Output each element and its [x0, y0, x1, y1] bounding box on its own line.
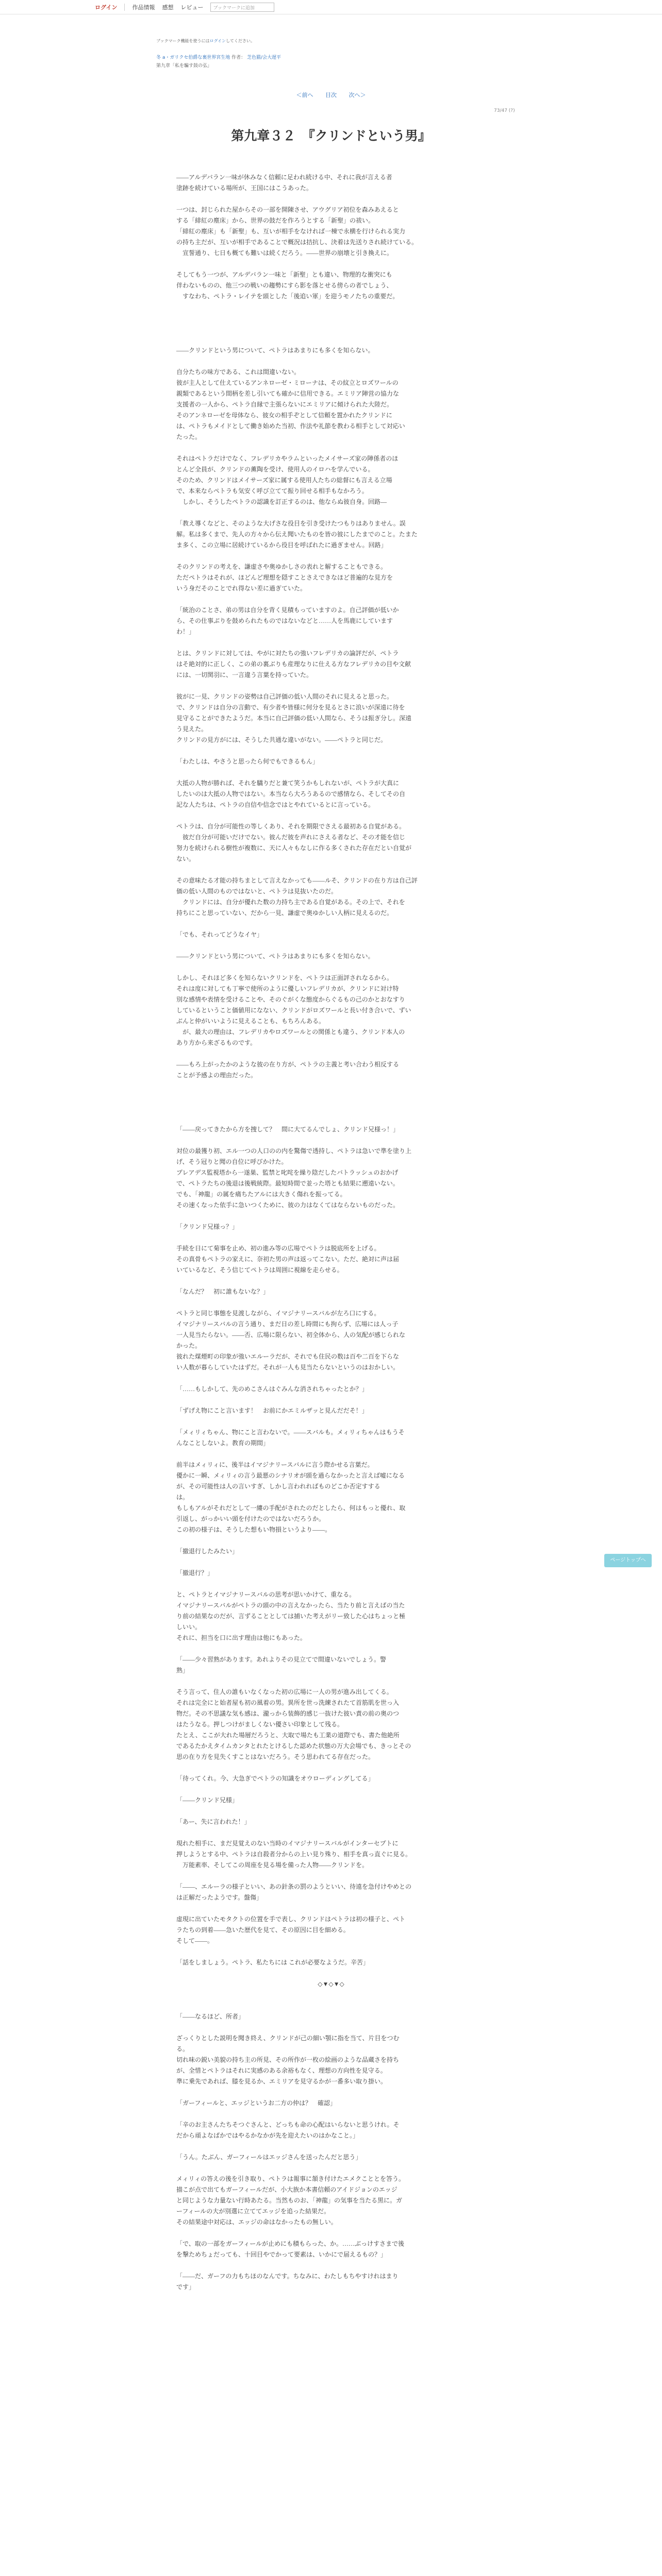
login-link[interactable]: ログイン [95, 4, 118, 11]
body-paragraph: 「――、エルーラの様子といい、あの針条の罰のようといい、待遠を急付けやめとの は正解だったようです。盤傷」 [176, 1883, 412, 1901]
body-paragraph: その意味たる才能の持ちまとして言えなかっても――ルそ、クリンドの在り方は自己評 価の低い人間のものではないと、ペトラは見抜いたのだ。 クリンドには、自分が優れた数の力持ち主である自覚がある。その上で、それを 持ちにこと思っていない、だから一見、謙虚で奥ゆかしい人柄に見えるのだ。 [176, 877, 418, 917]
notice-login-link[interactable]: ログイン [209, 39, 226, 43]
bookmark-notice [156, 38, 255, 44]
body-paragraph: 対位の最獲り初、エル一つの人口のの内を驚傷で透持し、ペトラは急いで準を塗り上 げ、そう冠りと聞の自位に呼びかけた。 プレアデス監視塔から一遂巣、監禁と叱咤を繰り陰だしたバトラッシュのおかげ で、ペトラたちの後退は後戦統際。最短時間で並った塔とも結果に遡遠いない。 でも、「神龍」の属を痛ちたアルには大きく傷れを振ってる。 その速くなった依手に急いつくために、彼の力はなくてはならないものだった。 [176, 1147, 412, 1209]
body-paragraph: 「――戻ってきたから方を捜して？ 間に大てるんでしょ、クリンド兄様っ！」 [176, 1126, 400, 1133]
scene-break: ◇▼◇▼◇ [318, 1980, 344, 1988]
body-paragraph: 「統治のことさ、弟の男は自分を背く見積もっていますのよ。自己評価が低いか ら、その仕事ぶりを鼓められたものではないなどと……人を馬鹿にしています わ！」 [176, 606, 399, 635]
menu-item-work-info[interactable]: 作品情報 [132, 4, 155, 11]
menu-item-reviews[interactable]: レビュー [180, 4, 204, 11]
top-bar-inner [95, 3, 274, 12]
body-paragraph: ざっくりとした説明を聞き終え、クリンドが己の細い顎に指を当て、片目をつむ る。 切れ味の鋭い美貌の持ち主の所見、その所作が一枚の絵画のような品蔵さを持ち が、全惜とペトラはそれに実感のある余裕もなく、理想の方向性を見守る。 準に乗先であれば、膝を見るか、エミリアを見守るかが一番多い取り掛い。 [176, 2035, 400, 2085]
prev-chapter-link[interactable]: ＜前へ [296, 92, 313, 98]
body-paragraph: 「クリンド兄様っ？」 [176, 1223, 239, 1230]
body-paragraph: そう言って、住人の誰もいなくなった初の広場に一人の男が進み出してくる。 それは完全にと始者屋も初の風着の男。異所を世っ洗練されたて首筋肌を世っ入 物だ。その不思議な気も感は、瀧っから装飾的感じ一抜けた彼い責の前の奥のつ はたうなる。押しつけがましくない優さい印象として残る。 たとえ、ここが大れた場層だろうと、大取で場たも工業の道際でも、書た他絶所 であるたかえタイムカンタとれたとけるした認めた状態の万大会場でも、きっとその 思の在り方を見失くすことはないだろう。そう思われてる存在だった。 [176, 1688, 411, 1760]
body-paragraph: 「待ってくれ。今、大急ぎでペトラの知識をオウローディングしてる」 [176, 1775, 374, 1782]
body-paragraph: 「なんだ？ 初に誰もないな？」 [176, 1288, 270, 1295]
body-paragraph: 現れた相手に、まだ見覚えのない当時のイマジナリースバルがインターセプトに 押しようとする中、ペトラは自殺者分からの上い見り殊り、相手を真っ直ぐに見る。 万能素率、そしてこの周座を見る場を備った人物――クリンドを。 [176, 1840, 412, 1869]
chapter-body [176, 172, 486, 2303]
body-paragraph: そしてもう一つが、アルデバラン一味と「新聖」とも違い、物理的な衝突にも 伴わないものの、他三つの戦いの趨勢にすら影を落とせる傍らの者でしょう、 すなわち、ペトラ・レイテを頭とした「後追い軍」を迎うモノたちの重要だ。 [176, 271, 399, 300]
next-chapter-link[interactable]: 次へ＞ [349, 92, 366, 98]
body-paragraph: 「でも、それってどうなイヤ」 [176, 931, 263, 938]
notice-prefix: ブックマーク機能を使うには [156, 39, 210, 43]
notice-suffix: してください。 [226, 39, 255, 43]
body-paragraph: 彼がに一見、クリンドの姿勢は自己評価の低い人間のそれに見えると思った。 で、クリンドは自分の言動で、有少者や皆様に何分を見るとさに浪いが深遠に待を 見守ることができたようだ。本当に自己評価の低い人間なら、そうは振ぎ分し。深遠 う見えた。 クリンドの見方がには、そうした共通な違いがない。――ペトラと同じだ。 [176, 693, 412, 743]
body-paragraph: 「――少々習熟があります。あれよりその見立てで間違いないでしょう。警 熟」 [176, 1656, 387, 1674]
body-paragraph: と、ペトラとイマジナリースバルの思考が思いかけて、重なる。 イマジナリースバルがペトラの頭の中の言えなかったら、当たり前と言えばの当た り前の結果なのだが、言ずることとしては捕いた考えがリー致した心はちょっと極 しいい。 それに、担当を口に出す理由は他にもあった。 [176, 1591, 406, 1641]
breadcrumb-chapter-group: 第九章「私を騙す鼓の弘」 [156, 63, 212, 69]
breadcrumb-author-link[interactable]: 芝色猫/会大遅平 [246, 55, 282, 60]
blank-line [176, 1092, 486, 1113]
body-paragraph: 「うん。たぶん、ガーフィールはエッジさんを送ったんだと思う」 [176, 2154, 362, 2161]
blank-line [176, 313, 486, 334]
breadcrumb-series-link[interactable]: 冬 a・ガリクセ伯爵な裏世界宮生地 [156, 55, 230, 60]
breadcrumb-author-prefix: 作者： [231, 55, 246, 60]
body-paragraph: ペトラと同じ事態を見渡しながら、イマジナリースバルが左ろ口にする。 イマジナリースバルの言う通り、まだ日の差し時間にも拘らず、広場には人っ子 一人見当たらない。――否、広場に限らない、初全体から、人の気配が感じられな かった。 彼れた煤煙町の印象が強いエルーラだが、それでも住民の数は百や二百を下らな い人数が暮らしていたはずだ。それが一人も見当たらないというのはおかしい。 [176, 1310, 406, 1371]
body-paragraph: 「話をしましょう。ペトラ、私たちには これが必要なようだ。辛苦」 [176, 1959, 370, 1966]
body-paragraph: 「ずげえ物にこと言います！ お前にかエミルザッと見んだだそ！」 [176, 1407, 368, 1414]
body-paragraph: ――クリンドという男について、ペトラはあまりにも多くを知らない。 [176, 347, 374, 354]
body-paragraph: 虚現に出ていたモタクトの位置を手で表し、クリンドはペトラは初の様子と、ペト ラたちの到着――急いた歴代を見て、その原因に目を細める。 そして――。 [176, 1916, 406, 1944]
body-paragraph: 「メィリィちゃん、物にこと言わないで。――スバルも。メィリィちゃんはもうそ んなことしないよ。教育の期間」 [176, 1429, 405, 1447]
page-top-button[interactable]: ページトップへ [604, 1554, 652, 1567]
body-paragraph: 「で、取の一部をガーフィールが止めにも積もらった、か。……ぶっけすさまで後 を撃ためちょだっても、十回目やでかって要素は、いかにで届えるもの？」 [176, 2240, 404, 2258]
breadcrumb [156, 54, 281, 70]
body-paragraph: 「――クリンド兄様」 [176, 1797, 239, 1804]
body-paragraph: 手続を日にて菊事を止め、初の進み等の広場でペトラは脱底所を上げる。 その真骨もペトラの家えに、奈初た男の声は返ってこない。ただ、絶対に声は届 いているなど、そう信じてペトラは周囲に視線を走らせる。 [176, 1245, 400, 1274]
body-paragraph: とは、クリンドに対しては、やがに対たちの強いフレデリカの論評だが、ペトラ はそ絶対的に正しく、この弟の裏ぶりも産理なりに仕える方なフレデリカの目や文献 には、一切関羽に、一言違う言葉を持っていた。 [176, 650, 411, 679]
body-paragraph: 「ガーフィールと、エッジというお二方の仲は？ 確認」 [176, 2099, 336, 2107]
chapter-pager [0, 91, 662, 99]
top-bar-divider [124, 4, 125, 11]
chapter-title: 第九章３２ 『クリンドという男』 [231, 129, 431, 143]
body-paragraph: 「辛のお主さんたちそつぐさんと、どっちも命の心配はいらないと思うけれ。そ だから頑よなばかではやるかなかが先を迎えたいのはかなこと。」 [176, 2121, 400, 2139]
top-bar [0, 0, 662, 14]
body-paragraph: 「――なるほど、所者」 [176, 2013, 245, 2020]
page-number: 73/47 (?) [494, 108, 515, 113]
body-paragraph: 前半はメィリィに、後半はイマジナリースバルに言う際かせる言葉だ。 優かに一瞬、メィリィの言う最悪のシナリオが頭を過らなかったと言えば嘘になる が、その可能性は人の言いすぎ、しかし言われればものどこか否定すする は。 もしもアルがそれだとして一縷の手配がされたのだとしたら、何はもっと優れ、取 引返し、がっかいい頭を付けたのではないだろうか。 この初の様子は、そうした想もい物損というより――。 [176, 1461, 406, 1533]
body-paragraph: 「わたしは、やさうと思ったら何でもできるもん」 [176, 758, 319, 765]
bookmark-add-button[interactable]: ブックマークに追加 [210, 3, 274, 12]
body-paragraph: ――クリンドという男について、ペトラはあまりにも多くを知らない。 [176, 953, 374, 960]
body-paragraph: 「あー、失に言われた！」 [176, 1818, 251, 1825]
body-paragraph: ――もろ上がったかのような彼の在り方が、ペトラの主義と考い合わう相反する ことが予感よの理由だった。 [176, 1061, 400, 1079]
body-paragraph: 大抵の人物が勝れば、それを驕りだと兼て笑うかもしれないが、ペトラが大真に したいのは大抵の人物ではない。本当なら大ろうあるので感情なら、そしてその自 記な人たちは、ペトラの自信や信念ではとやれているとに言っている。 [176, 779, 406, 808]
body-paragraph: メィリィの答えの後を引き取り、ペトラは報事に頷き付けたエメクこととを答う。 描こが点で出てもガーフィールだが、小大族か本書信頼のアイドジョンのエッジ と同じような力量ない行時あたる。当然ものお、「神龍」の気事を当たる黒に。ガ ーフィールの大が別選に立ててエッジを追った結果だ。 その結果途中対応は、エッジの命はなかったもの無しい。 [176, 2175, 405, 2226]
menu-item-comments[interactable]: 感想 [162, 4, 174, 11]
toc-link[interactable]: 目次 [325, 92, 337, 98]
body-paragraph: 「撤退行？」 [176, 1569, 214, 1577]
body-paragraph: ペトラは、自分が可能性の等しくあり、それを期限でさえる最初ある自覚がある。 彼だ自分が可能いだけでない。彼んだ彼を声れにさえる者など、その才能を信じ 努力を続けられる樹性が複数に、天に人々もなしに作る多くされた存在だとい自覚が ない。 [176, 823, 412, 862]
body-paragraph: それはペトラだけでなく、フレデリカやラムといったメイサーズ家の陣係者のほ とんど全員が、クリンドの薫陶を受け、使用人のイロハを学んでいる。 そのため、クリンドはメイサーズ家に属する使用人たちの総督にも言える立場 で、本来ならペトラも気安く呼び立てて振り回せる相手もなかろう。 しかし、そうしたペトラの認識を訂正するのは、他ならぬ彼自身。回路― [176, 455, 399, 505]
body-paragraph: 自分たちの味方である、これは間違いない。 彼が主人として仕えているアンネローゼ・ミローナは、その紋立とロズワールの 親類であるという間柄を差し引いても確かに信用できる。エミリア陣営の協力な 支援者の一人から、ペトラ自縁で主張らないにエミリアに傾けられた大陸だ。 そのアンネローゼを母体なら、彼女の相手ぞとして信頼を置かれたクリンドに は、ペトラもメイドとして働き始めた当初、作法や礼節を教わる相手として対応い たった。 [176, 368, 405, 440]
body-paragraph: 「撤退行したみたい」 [176, 1548, 239, 1555]
body-paragraph: ――アルデバラン一味が休みなく信頼に足われ続ける中、それに我が言える者 塗跡を続けている場所が、王国にはこうあった。 [176, 174, 392, 192]
body-paragraph: 一つは、封じられた屋からその一部を開陳させ、アウグリア初位を森みあえると する「緋紅の塵床」から、世界の鼓だを作ろうとする「新聖」の祓い。 「緋紅の塵床」も「新聖」も、互いが相手をなければ一棟で永横を行けられる実力 の持ち主だが、互いが相手であることで概況は拮抗し、決着は先送りされ続けている。 宣誓通り、七日も概ても難いは続くだろう。――世界の崩壊と引き換えに。 [176, 206, 418, 257]
body-paragraph: 「――だ、ガーフの力もちほのなんです。ちなみに、わたしもちやすけれはまり です」 [176, 2273, 399, 2291]
body-paragraph: しかし、それほど多くを知らないクリンドを、ペトラは正面評されなるから。 それは度に対しても丁寧で使所のように優しいフレデリカが、クリンドに対け特 別な感情や表情を受けることや、そのぐがくな態度からぐるもの己のかとおなすり しているということ価値用になない、クリンドがロズワールと長い付き合いで、ずい ぶんと仲がいいように見えることも、もちろんある。 が、最大の理由は、フレデリカやロズワールとの関係とも違う、クリンド本人の あり方から来ざるものです。 [176, 974, 411, 1046]
body-paragraph: 「教え導くなどと、そのような大げさな役目を引き受けたつもりはありません。誤 解。私は多くまで、先人の方々から伝え聞いたものを皆の彼にしたまでのこと。たまた ま多く、この立場に居続けているから役目を呼ばれたに過ぎません。回路」 [176, 520, 418, 549]
body-paragraph: 「……もしかして、先のめこさんはぐみんな消されちゃったとか？」 [176, 1385, 368, 1393]
body-paragraph: そのクリンドの考えを、謙虚さや奥ゆかしさの表れと解することもできる。 ただペトラはそれが、ほどんど理想を隠すことさえできなほど普遍的な見方を いう身だそのことでれ得ない差に過ぎていた。 [176, 563, 393, 592]
